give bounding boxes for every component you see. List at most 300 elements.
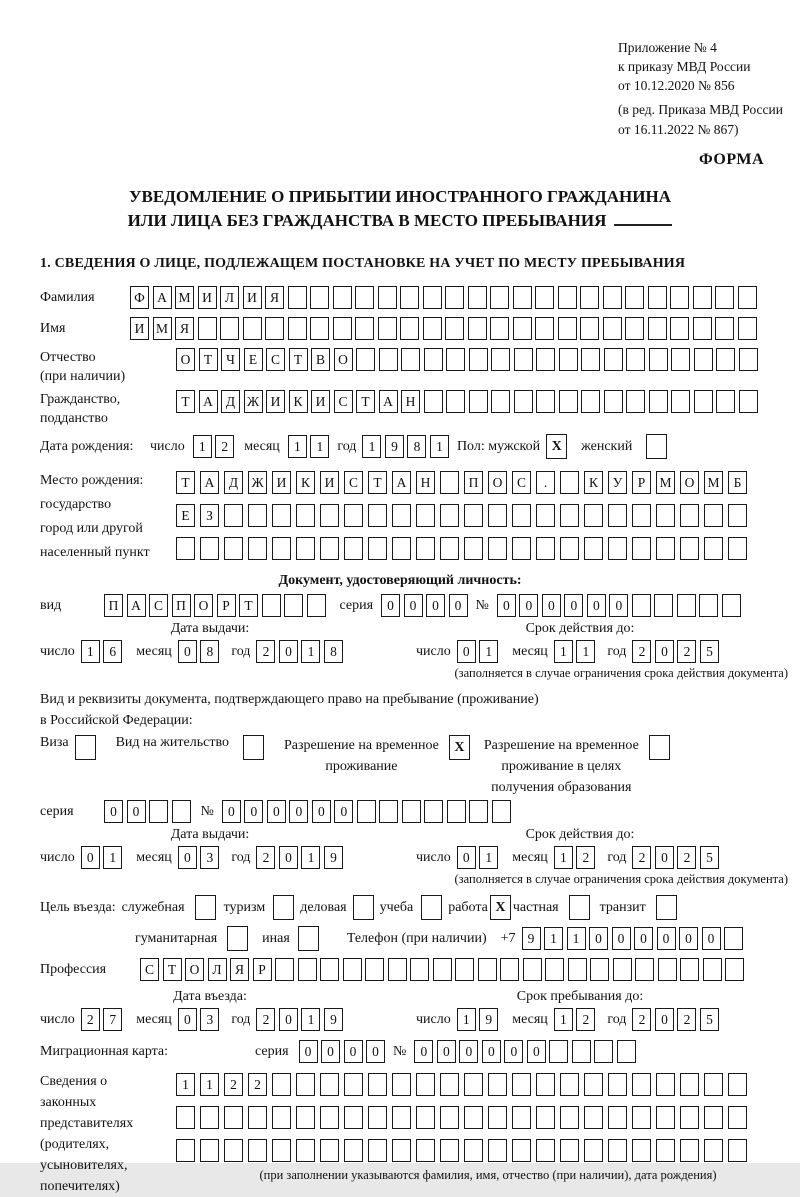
form-cell[interactable] — [368, 537, 387, 560]
form-cell[interactable] — [200, 1106, 219, 1129]
visa-checkbox[interactable] — [75, 735, 96, 760]
form-cell[interactable]: 2 — [224, 1073, 243, 1096]
form-cell[interactable]: 0 — [366, 1040, 385, 1063]
form-cell[interactable]: Т — [163, 958, 182, 981]
form-cell[interactable]: 1 — [301, 846, 320, 869]
form-cell[interactable]: И — [243, 286, 262, 309]
form-cell[interactable] — [580, 286, 599, 309]
form-cell[interactable]: 0 — [414, 1040, 433, 1063]
form-cell[interactable] — [584, 504, 603, 527]
form-cell[interactable] — [716, 348, 735, 371]
form-cell[interactable] — [464, 504, 483, 527]
form-cell[interactable] — [590, 958, 609, 981]
form-cell[interactable]: 0 — [312, 800, 331, 823]
form-cell[interactable] — [648, 317, 667, 340]
form-cell[interactable] — [478, 958, 497, 981]
form-cell[interactable] — [172, 800, 191, 823]
form-cell[interactable]: 0 — [178, 640, 197, 663]
form-cell[interactable] — [560, 1106, 579, 1129]
form-cell[interactable] — [670, 286, 689, 309]
form-cell[interactable] — [469, 348, 488, 371]
form-cell[interactable]: 2 — [248, 1073, 267, 1096]
form-cell[interactable] — [320, 1073, 339, 1096]
form-cell[interactable]: К — [584, 471, 603, 494]
form-cell[interactable] — [545, 958, 564, 981]
form-cell[interactable] — [658, 958, 677, 981]
form-cell[interactable]: 2 — [632, 1008, 651, 1031]
form-cell[interactable] — [535, 286, 554, 309]
form-cell[interactable] — [716, 390, 735, 413]
form-cell[interactable]: А — [379, 390, 398, 413]
form-cell[interactable] — [344, 504, 363, 527]
form-cell[interactable]: 0 — [289, 800, 308, 823]
form-cell[interactable] — [464, 537, 483, 560]
form-cell[interactable]: 1 — [479, 846, 498, 869]
form-cell[interactable]: 0 — [702, 927, 721, 950]
form-cell[interactable]: И — [130, 317, 149, 340]
form-cell[interactable] — [296, 1106, 315, 1129]
form-cell[interactable]: А — [199, 390, 218, 413]
form-cell[interactable] — [392, 1139, 411, 1162]
form-cell[interactable] — [440, 471, 459, 494]
form-cell[interactable] — [632, 1139, 651, 1162]
form-cell[interactable] — [491, 348, 510, 371]
form-cell[interactable] — [536, 1106, 555, 1129]
form-cell[interactable] — [535, 317, 554, 340]
form-cell[interactable]: 6 — [103, 640, 122, 663]
form-cell[interactable] — [368, 504, 387, 527]
form-cell[interactable] — [392, 537, 411, 560]
form-cell[interactable]: 0 — [381, 594, 400, 617]
form-cell[interactable]: У — [608, 471, 627, 494]
form-cell[interactable]: Я — [175, 317, 194, 340]
form-cell[interactable] — [388, 958, 407, 981]
form-cell[interactable]: 2 — [256, 1008, 275, 1031]
form-cell[interactable] — [560, 504, 579, 527]
form-cell[interactable] — [632, 1073, 651, 1096]
form-cell[interactable]: 1 — [554, 1008, 573, 1031]
form-cell[interactable]: 1 — [288, 435, 307, 458]
form-cell[interactable]: О — [334, 348, 353, 371]
form-cell[interactable] — [680, 1139, 699, 1162]
form-cell[interactable]: 5 — [700, 846, 719, 869]
form-cell[interactable]: И — [311, 390, 330, 413]
form-cell[interactable]: 8 — [324, 640, 343, 663]
form-cell[interactable] — [416, 537, 435, 560]
purpose-tourism-checkbox[interactable] — [273, 895, 294, 920]
form-cell[interactable] — [559, 348, 578, 371]
form-cell[interactable]: 1 — [457, 1008, 476, 1031]
form-cell[interactable] — [220, 317, 239, 340]
form-cell[interactable] — [625, 317, 644, 340]
form-cell[interactable]: Т — [199, 348, 218, 371]
form-cell[interactable] — [149, 800, 168, 823]
form-cell[interactable] — [320, 1139, 339, 1162]
form-cell[interactable] — [603, 317, 622, 340]
form-cell[interactable] — [355, 286, 374, 309]
form-cell[interactable]: 3 — [200, 1008, 219, 1031]
form-cell[interactable] — [284, 594, 303, 617]
form-cell[interactable] — [400, 317, 419, 340]
form-cell[interactable] — [272, 1073, 291, 1096]
form-cell[interactable] — [445, 317, 464, 340]
form-cell[interactable]: 1 — [362, 435, 381, 458]
form-cell[interactable]: П — [104, 594, 123, 617]
purpose-private-checkbox[interactable] — [569, 895, 590, 920]
form-cell[interactable]: Т — [289, 348, 308, 371]
form-cell[interactable]: 2 — [256, 846, 275, 869]
form-cell[interactable]: О — [176, 348, 195, 371]
form-cell[interactable] — [468, 317, 487, 340]
form-cell[interactable] — [635, 958, 654, 981]
form-cell[interactable] — [536, 537, 555, 560]
form-cell[interactable]: 2 — [81, 1008, 100, 1031]
sex-female-checkbox[interactable] — [646, 434, 667, 459]
form-cell[interactable]: Ж — [244, 390, 263, 413]
form-cell[interactable] — [626, 348, 645, 371]
form-cell[interactable] — [739, 348, 758, 371]
form-cell[interactable] — [224, 1106, 243, 1129]
form-cell[interactable] — [424, 800, 443, 823]
form-cell[interactable]: Р — [217, 594, 236, 617]
form-cell[interactable]: 0 — [609, 594, 628, 617]
form-cell[interactable]: К — [296, 471, 315, 494]
form-cell[interactable] — [513, 317, 532, 340]
form-cell[interactable]: В — [311, 348, 330, 371]
form-cell[interactable] — [536, 504, 555, 527]
form-cell[interactable] — [704, 1106, 723, 1129]
form-cell[interactable]: 0 — [437, 1040, 456, 1063]
form-cell[interactable] — [392, 1073, 411, 1096]
form-cell[interactable] — [739, 390, 758, 413]
form-cell[interactable] — [536, 348, 555, 371]
form-cell[interactable]: С — [140, 958, 159, 981]
form-cell[interactable] — [704, 1073, 723, 1096]
form-cell[interactable]: 2 — [632, 846, 651, 869]
form-cell[interactable]: 1 — [576, 640, 595, 663]
form-cell[interactable]: 1 — [554, 640, 573, 663]
form-cell[interactable] — [581, 390, 600, 413]
form-cell[interactable]: Н — [416, 471, 435, 494]
form-cell[interactable] — [728, 1106, 747, 1129]
form-cell[interactable]: 2 — [677, 846, 696, 869]
form-cell[interactable]: 5 — [700, 640, 719, 663]
form-cell[interactable] — [558, 317, 577, 340]
form-cell[interactable]: 0 — [542, 594, 561, 617]
form-cell[interactable] — [680, 504, 699, 527]
form-cell[interactable] — [738, 317, 757, 340]
form-cell[interactable]: Ж — [248, 471, 267, 494]
form-cell[interactable]: 0 — [449, 594, 468, 617]
form-cell[interactable] — [594, 1040, 613, 1063]
form-cell[interactable] — [488, 1139, 507, 1162]
form-cell[interactable]: А — [127, 594, 146, 617]
form-cell[interactable]: О — [680, 471, 699, 494]
form-cell[interactable] — [368, 1139, 387, 1162]
form-cell[interactable]: 2 — [256, 640, 275, 663]
purpose-study-checkbox[interactable] — [421, 895, 442, 920]
form-cell[interactable] — [728, 537, 747, 560]
form-cell[interactable] — [490, 286, 509, 309]
form-cell[interactable]: 0 — [321, 1040, 340, 1063]
form-cell[interactable]: И — [272, 471, 291, 494]
form-cell[interactable] — [560, 471, 579, 494]
form-cell[interactable] — [248, 1139, 267, 1162]
form-cell[interactable] — [365, 958, 384, 981]
form-cell[interactable]: 0 — [589, 927, 608, 950]
form-cell[interactable] — [424, 348, 443, 371]
form-cell[interactable] — [656, 1106, 675, 1129]
form-cell[interactable]: Л — [220, 286, 239, 309]
form-cell[interactable] — [296, 504, 315, 527]
form-cell[interactable]: 1 — [554, 846, 573, 869]
form-cell[interactable]: 0 — [482, 1040, 501, 1063]
form-cell[interactable]: К — [289, 390, 308, 413]
form-cell[interactable] — [549, 1040, 568, 1063]
form-cell[interactable]: М — [175, 286, 194, 309]
form-cell[interactable] — [224, 537, 243, 560]
form-cell[interactable]: 0 — [404, 594, 423, 617]
form-cell[interactable] — [464, 1139, 483, 1162]
form-cell[interactable] — [584, 1106, 603, 1129]
form-cell[interactable] — [604, 390, 623, 413]
form-cell[interactable] — [368, 1106, 387, 1129]
form-cell[interactable] — [469, 800, 488, 823]
form-cell[interactable]: А — [392, 471, 411, 494]
form-cell[interactable] — [344, 1106, 363, 1129]
form-cell[interactable]: Т — [176, 390, 195, 413]
form-cell[interactable] — [423, 286, 442, 309]
form-cell[interactable] — [649, 348, 668, 371]
form-cell[interactable] — [416, 1106, 435, 1129]
form-cell[interactable]: 0 — [178, 1008, 197, 1031]
form-cell[interactable]: А — [200, 471, 219, 494]
form-cell[interactable] — [608, 504, 627, 527]
form-cell[interactable] — [464, 1106, 483, 1129]
form-cell[interactable] — [416, 1073, 435, 1096]
form-cell[interactable] — [608, 537, 627, 560]
form-cell[interactable]: З — [200, 504, 219, 527]
form-cell[interactable] — [272, 1139, 291, 1162]
form-cell[interactable]: Б — [728, 471, 747, 494]
form-cell[interactable] — [724, 927, 743, 950]
form-cell[interactable]: 5 — [700, 1008, 719, 1031]
form-cell[interactable]: 9 — [522, 927, 541, 950]
form-cell[interactable]: Р — [253, 958, 272, 981]
form-cell[interactable] — [671, 390, 690, 413]
form-cell[interactable] — [275, 958, 294, 981]
form-cell[interactable]: 1 — [193, 435, 212, 458]
form-cell[interactable] — [580, 317, 599, 340]
form-cell[interactable] — [248, 537, 267, 560]
form-cell[interactable] — [581, 348, 600, 371]
form-cell[interactable] — [677, 594, 696, 617]
form-cell[interactable] — [440, 537, 459, 560]
form-cell[interactable]: С — [512, 471, 531, 494]
form-cell[interactable] — [514, 390, 533, 413]
form-cell[interactable]: 2 — [215, 435, 234, 458]
form-cell[interactable]: Д — [221, 390, 240, 413]
form-cell[interactable]: 0 — [679, 927, 698, 950]
form-cell[interactable] — [560, 1073, 579, 1096]
form-cell[interactable] — [680, 1073, 699, 1096]
form-cell[interactable] — [488, 504, 507, 527]
form-cell[interactable]: М — [656, 471, 675, 494]
form-cell[interactable]: О — [185, 958, 204, 981]
form-cell[interactable] — [356, 348, 375, 371]
form-cell[interactable] — [176, 1139, 195, 1162]
form-cell[interactable] — [536, 390, 555, 413]
form-cell[interactable]: 2 — [632, 640, 651, 663]
form-cell[interactable]: 0 — [279, 1008, 298, 1031]
purpose-work-checkbox[interactable]: X — [490, 895, 511, 920]
form-cell[interactable]: 1 — [81, 640, 100, 663]
form-cell[interactable] — [728, 504, 747, 527]
form-cell[interactable]: 1 — [301, 1008, 320, 1031]
form-cell[interactable] — [333, 317, 352, 340]
form-cell[interactable] — [262, 594, 281, 617]
form-cell[interactable]: 1 — [176, 1073, 195, 1096]
form-cell[interactable] — [572, 1040, 591, 1063]
form-cell[interactable] — [654, 594, 673, 617]
form-cell[interactable] — [656, 1073, 675, 1096]
form-cell[interactable] — [488, 537, 507, 560]
form-cell[interactable]: Н — [401, 390, 420, 413]
form-cell[interactable]: А — [153, 286, 172, 309]
form-cell[interactable] — [656, 1139, 675, 1162]
form-cell[interactable] — [378, 317, 397, 340]
form-cell[interactable] — [512, 1139, 531, 1162]
form-cell[interactable] — [568, 958, 587, 981]
form-cell[interactable] — [488, 1073, 507, 1096]
form-cell[interactable] — [488, 1106, 507, 1129]
form-cell[interactable] — [649, 390, 668, 413]
form-cell[interactable]: 0 — [457, 640, 476, 663]
form-cell[interactable]: 9 — [385, 435, 404, 458]
form-cell[interactable] — [296, 537, 315, 560]
form-cell[interactable] — [725, 958, 744, 981]
form-cell[interactable] — [344, 537, 363, 560]
form-cell[interactable]: 0 — [459, 1040, 478, 1063]
form-cell[interactable] — [728, 1073, 747, 1096]
form-cell[interactable] — [514, 348, 533, 371]
form-cell[interactable] — [693, 317, 712, 340]
form-cell[interactable]: Е — [176, 504, 195, 527]
form-cell[interactable] — [604, 348, 623, 371]
form-cell[interactable]: 0 — [504, 1040, 523, 1063]
form-cell[interactable] — [670, 317, 689, 340]
form-cell[interactable] — [699, 594, 718, 617]
form-cell[interactable] — [355, 317, 374, 340]
form-cell[interactable] — [296, 1073, 315, 1096]
form-cell[interactable] — [680, 1106, 699, 1129]
form-cell[interactable]: Е — [244, 348, 263, 371]
form-cell[interactable] — [310, 286, 329, 309]
form-cell[interactable]: 0 — [334, 800, 353, 823]
form-cell[interactable]: П — [464, 471, 483, 494]
form-cell[interactable] — [513, 286, 532, 309]
form-cell[interactable]: 0 — [104, 800, 123, 823]
form-cell[interactable] — [584, 1073, 603, 1096]
form-cell[interactable] — [512, 1073, 531, 1096]
form-cell[interactable] — [512, 537, 531, 560]
form-cell[interactable] — [272, 504, 291, 527]
form-cell[interactable] — [468, 286, 487, 309]
form-cell[interactable] — [680, 537, 699, 560]
residence-permit-checkbox[interactable] — [243, 735, 264, 760]
form-cell[interactable] — [536, 1073, 555, 1096]
form-cell[interactable] — [416, 504, 435, 527]
form-cell[interactable] — [445, 286, 464, 309]
form-cell[interactable]: 9 — [324, 1008, 343, 1031]
form-cell[interactable] — [440, 1073, 459, 1096]
form-cell[interactable]: О — [488, 471, 507, 494]
form-cell[interactable] — [738, 286, 757, 309]
form-cell[interactable] — [392, 1106, 411, 1129]
form-cell[interactable] — [400, 286, 419, 309]
form-cell[interactable] — [392, 504, 411, 527]
form-cell[interactable] — [248, 1106, 267, 1129]
form-cell[interactable]: 2 — [576, 846, 595, 869]
form-cell[interactable] — [703, 958, 722, 981]
form-cell[interactable]: 0 — [497, 594, 516, 617]
form-cell[interactable] — [296, 1139, 315, 1162]
form-cell[interactable]: 1 — [200, 1073, 219, 1096]
form-cell[interactable]: 0 — [81, 846, 100, 869]
form-cell[interactable]: 3 — [200, 846, 219, 869]
form-cell[interactable]: 1 — [567, 927, 586, 950]
purpose-commercial-checkbox[interactable] — [353, 895, 374, 920]
form-cell[interactable]: 0 — [612, 927, 631, 950]
form-cell[interactable]: 0 — [127, 800, 146, 823]
form-cell[interactable] — [560, 1139, 579, 1162]
form-cell[interactable]: 0 — [457, 846, 476, 869]
form-cell[interactable]: Ч — [221, 348, 240, 371]
form-cell[interactable] — [320, 504, 339, 527]
form-cell[interactable]: 1 — [430, 435, 449, 458]
form-cell[interactable] — [447, 800, 466, 823]
form-cell[interactable] — [512, 504, 531, 527]
form-cell[interactable]: 2 — [576, 1008, 595, 1031]
form-cell[interactable]: 9 — [324, 846, 343, 869]
form-cell[interactable] — [446, 348, 465, 371]
form-cell[interactable] — [357, 800, 376, 823]
form-cell[interactable] — [656, 537, 675, 560]
form-cell[interactable] — [584, 1139, 603, 1162]
form-cell[interactable]: 1 — [310, 435, 329, 458]
form-cell[interactable] — [320, 537, 339, 560]
form-cell[interactable] — [694, 390, 713, 413]
form-cell[interactable] — [416, 1139, 435, 1162]
form-cell[interactable] — [455, 958, 474, 981]
form-cell[interactable]: 8 — [407, 435, 426, 458]
form-cell[interactable] — [608, 1139, 627, 1162]
form-cell[interactable] — [379, 800, 398, 823]
form-cell[interactable] — [656, 504, 675, 527]
form-cell[interactable] — [469, 390, 488, 413]
form-cell[interactable]: 2 — [677, 1008, 696, 1031]
form-cell[interactable]: 0 — [344, 1040, 363, 1063]
form-cell[interactable]: 0 — [267, 800, 286, 823]
purpose-humanitarian-checkbox[interactable] — [227, 926, 248, 951]
form-cell[interactable] — [693, 286, 712, 309]
form-cell[interactable] — [288, 286, 307, 309]
form-cell[interactable]: 0 — [244, 800, 263, 823]
form-cell[interactable]: Л — [208, 958, 227, 981]
form-cell[interactable] — [272, 1106, 291, 1129]
form-cell[interactable]: 0 — [279, 846, 298, 869]
form-cell[interactable]: 0 — [299, 1040, 318, 1063]
